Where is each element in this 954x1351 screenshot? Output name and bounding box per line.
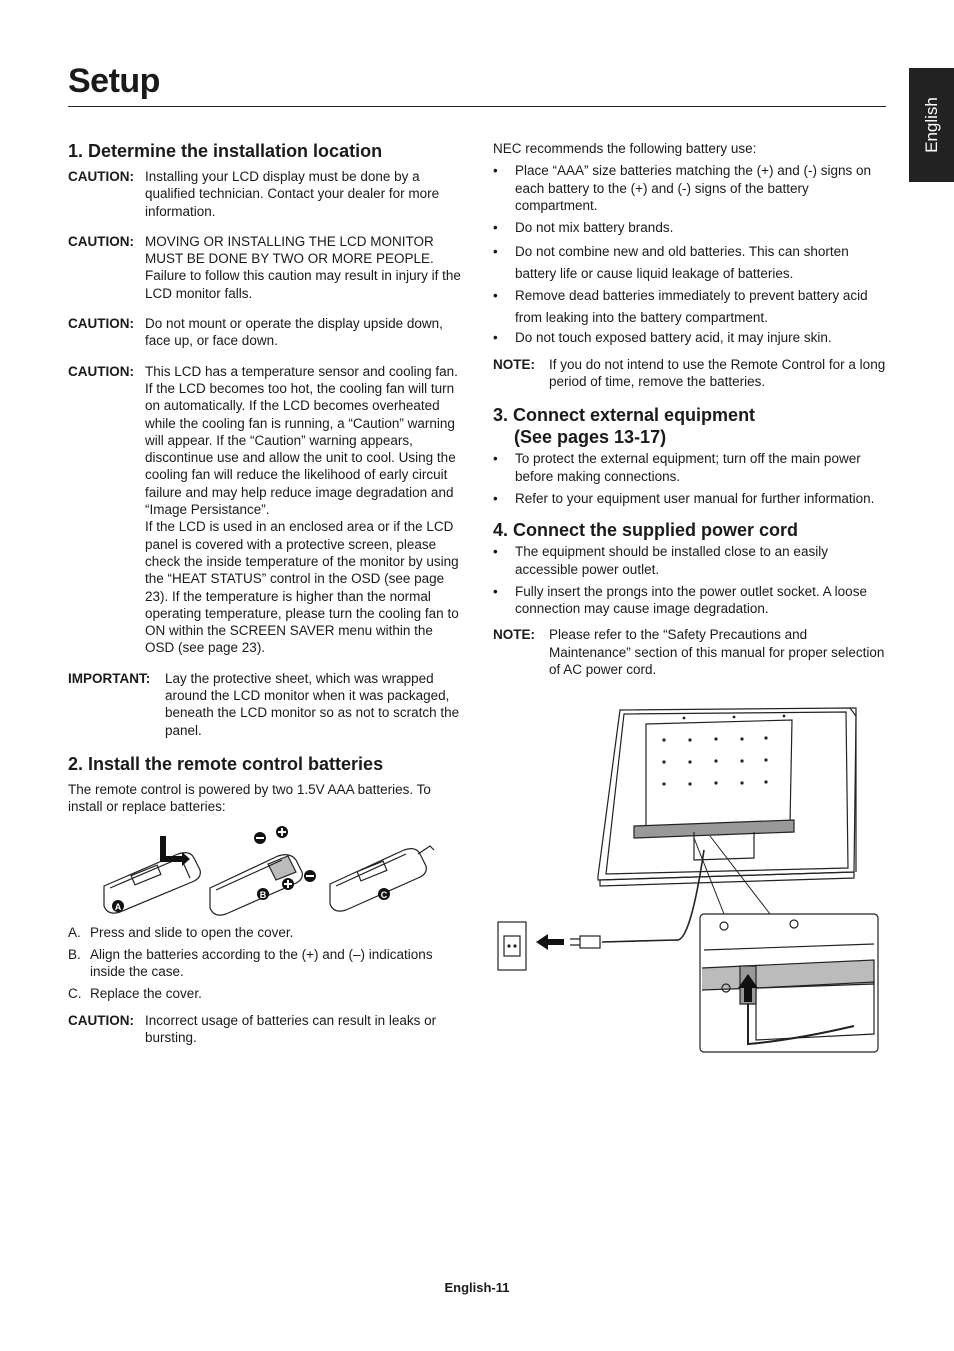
battery-caution [68,1012,463,1047]
section2-intro: The remote control is powered by two 1.5V AAA batteries. To install or replace batteries: [68,781,431,815]
plus-icon [276,826,288,838]
caution-2 [68,233,463,302]
caution-text: MOVING OR INSTALLING THE LCD MONITOR MUST BE DONE BY TWO OR MORE PEOPLE. Failure to follow this caution may result in injury if the LCD monitor falls. [145,233,461,301]
section3-heading: 3. Connect external equipment [493,405,756,426]
battery-advice-list [493,162,888,346]
title-divider [68,106,886,107]
caution-4 [68,363,463,657]
arrow-left-icon [536,934,564,950]
caution-label: CAUTION: [68,233,134,249]
list-item: • To protect the external equipment; turn off the main power before making connections. [493,451,861,484]
step-key: C. [68,986,82,1002]
list-item: • Place “AAA” size batteries matching the (+) and (-) signs on each battery to the (+) and (-) signs of the battery compartment. [493,163,872,213]
note-text: If you do not intend to use the Remote Control for a long period of time, remove the batteries. [549,356,886,390]
caution-text: Incorrect usage of batteries can result in leaks or bursting. [145,1012,437,1045]
bullet-text: Refer to your equipment user manual for further information. [515,490,875,506]
important-label: IMPORTANT: [68,670,151,686]
note-text: Please refer to the “Safety Precautions and Maintenance” section of this manual for proper selection of AC power cord. [549,627,885,678]
list-item: • Do not combine new and old batteries. This can shorten battery life or cause liquid leakage of batteries. [493,244,849,281]
label-b: B [259,889,267,900]
bullet-text: To protect the external equipment; turn off the main power before making connections. [515,451,861,484]
section4-heading: 4. Connect the supplied power cord [493,520,799,541]
page-number: English-11 [444,1280,510,1295]
list-item: • Refer to your equipment user manual for further information. [493,490,875,506]
page-title: Setup [68,62,160,100]
plus-icon [282,878,294,890]
step-text: Replace the cover. [90,986,202,1002]
caution-1 [68,168,463,220]
label-c: C [380,889,388,900]
step-key: A. [68,924,81,940]
caution-text: Installing your LCD display must be done by a qualified technician. Contact your dealer for more information. [145,169,440,219]
remote-note [493,356,888,391]
bullet-text: Fully insert the prongs into the power outlet socket. A loose connection may cause image degradation. [515,583,867,617]
remote-battery-figure [68,826,463,916]
important-note [68,670,463,739]
language-tab-label: English [921,97,941,153]
monitor-rear-illustration [598,708,856,886]
list-item [68,924,463,941]
section4-list [493,543,888,617]
bullet-text: Do not mix battery brands. [515,220,674,236]
caution-text-continued: If the LCD is used in an enclosed area or if the LCD panel is covered with a protective screen, please check the inside temperature of the monitor by using the “HEAT STATUS” control in the OSD (see page 23). If the temperature is higher than the normal operating temperature, please turn the cooling fan to ON within the SCREEN SAVER menu within the OSD (see page 23). [145,519,459,656]
battery-steps [68,924,463,1003]
right-column [493,140,888,691]
list-item: • Do not mix battery brands. [493,220,674,236]
left-column [68,140,463,1059]
bullet-text: The equipment should be installed close to an easily accessible power outlet. [515,544,828,577]
bullet-text: Remove dead batteries immediately to prevent battery acid from leaking into the battery compartment. [515,288,868,325]
important-text: Lay the protective sheet, which was wrapped around the LCD monitor when it was packaged, beneath the LCD monitor so as not to scratch the panel. [165,670,460,738]
label-a: A [114,901,122,912]
power-cord-note [493,626,888,678]
section3-subheading: (See pages 13-17) [514,427,667,448]
mounting-holes [662,715,785,786]
list-item [68,985,463,1002]
caution-label: CAUTION: [68,1012,134,1028]
minus-icon [304,870,316,882]
plug-icon [570,936,600,948]
language-tab [909,68,954,182]
caution-text: This LCD has a temperature sensor and cooling fan. If the LCD becomes too hot, the cooling fan will turn on automatically. If the LCD becomes overheated while the cooling fan is running, a “Caution” warning will appear. If the “Caution” warning appears, discontinue use and allow the unit to cool. Using the cooling fan will reduce the likelihood of early circuit failure and may help reduce image degradation and “Image Persistance”. [145,363,458,518]
list-item [68,946,463,981]
battery-advice-intro: NEC recommends the following battery use: [493,141,757,156]
step-text: Press and slide to open the cover. [90,924,294,940]
caution-label: CAUTION: [68,363,134,379]
zoom-inset-illustration [700,914,878,1052]
bullet-text: Do not touch exposed battery acid, it may injure skin. [515,330,832,346]
caution-text: Do not mount or operate the display upside down, face up, or face down. [145,316,443,349]
caution-3 [68,315,463,350]
section1-heading: 1. Determine the installation location [68,141,383,161]
list-item: • Fully insert the prongs into the power outlet socket. A loose connection may cause image degradation. [493,583,867,617]
bullet-text: Place “AAA” size batteries matching the (+) and (-) signs on each battery to the (+) and (-) signs of the battery compartment. [515,163,872,213]
power-cord-figure [494,704,886,1056]
minus-icon [254,832,266,844]
caution-label: CAUTION: [68,316,134,332]
list-item: • Remove dead batteries immediately to prevent battery acid from leaking into the battery compartment. [493,288,868,325]
caution-label: CAUTION: [68,169,134,184]
remote-c-illustration [330,846,434,911]
slide-arrow-icon [160,836,190,866]
list-item: • Do not touch exposed battery acid, it may injure skin. [493,330,832,346]
note-label: NOTE: [493,356,535,372]
section2-heading: 2. Install the remote control batteries [68,753,384,774]
bullet-text: Do not combine new and old batteries. This can shorten battery life or cause liquid leakage of batteries. [515,244,849,281]
wall-outlet-icon [498,922,526,970]
step-text: Align the batteries according to the (+) and (–) indications inside the case. [90,946,433,980]
list-item: • The equipment should be installed close to an easily accessible power outlet. [493,544,828,577]
step-key: B. [68,946,81,962]
section3-list [493,450,888,507]
power-cord [602,850,704,942]
note-label: NOTE: [493,627,535,643]
